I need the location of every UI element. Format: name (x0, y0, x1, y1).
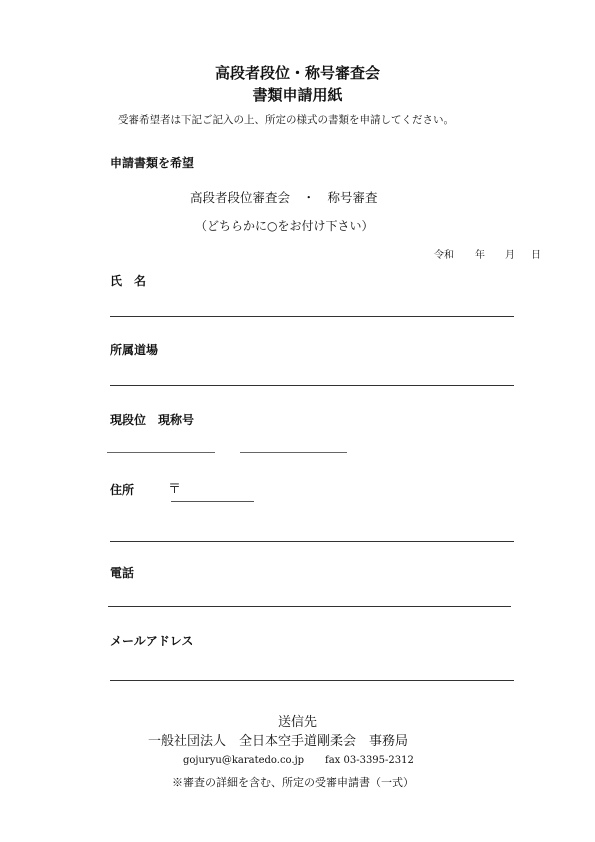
name-label: 氏 名 (110, 274, 147, 288)
footer-note: ※審査の詳細を含む、所定の受審申請書（一式） (172, 776, 414, 789)
name-input-line[interactable] (110, 316, 514, 317)
intro-text: 受審希望者は下記ご記入の上、所定の様式の書類を申請してください。 (118, 114, 454, 126)
address-label: 住所 (110, 483, 135, 497)
request-options: 高段者段位審査会 ・ 称号審査 (190, 190, 378, 205)
address-input-line[interactable] (110, 541, 514, 542)
contact-fax: fax 03-3395-2312 (325, 755, 414, 766)
dojo-input-line[interactable] (110, 385, 514, 386)
rank-input-line[interactable] (107, 452, 215, 453)
date-month: 月 (505, 250, 515, 261)
date-year: 年 (475, 250, 485, 261)
phone-label: 電話 (110, 566, 135, 580)
phone-input-line[interactable] (108, 606, 511, 607)
form-title: 高段者段位・称号審査会 (214, 64, 380, 82)
contact-email[interactable]: gojuryu@karatedo.co.jp (183, 755, 305, 766)
date-day: 日 (531, 250, 541, 261)
date-era: 令和 (434, 250, 454, 261)
form-subtitle: 書類申請用紙 (252, 86, 343, 104)
rank-label: 現段位 現称号 (110, 413, 195, 427)
send-to-label: 送信先 (277, 715, 317, 730)
organization-name: 一般社団法人 全日本空手道剛柔会 事務局 (148, 734, 409, 749)
title-input-line[interactable] (240, 452, 347, 453)
postal-mark: 〒 (168, 482, 182, 497)
dojo-label: 所属道場 (110, 343, 159, 357)
email-input-line[interactable] (110, 680, 514, 681)
request-note: （どちらかに○をお付け下さい） (195, 219, 374, 233)
email-label: メールアドレス (110, 634, 194, 648)
request-heading: 申請書類を希望 (110, 156, 195, 170)
postal-code-input-line[interactable] (171, 501, 254, 502)
